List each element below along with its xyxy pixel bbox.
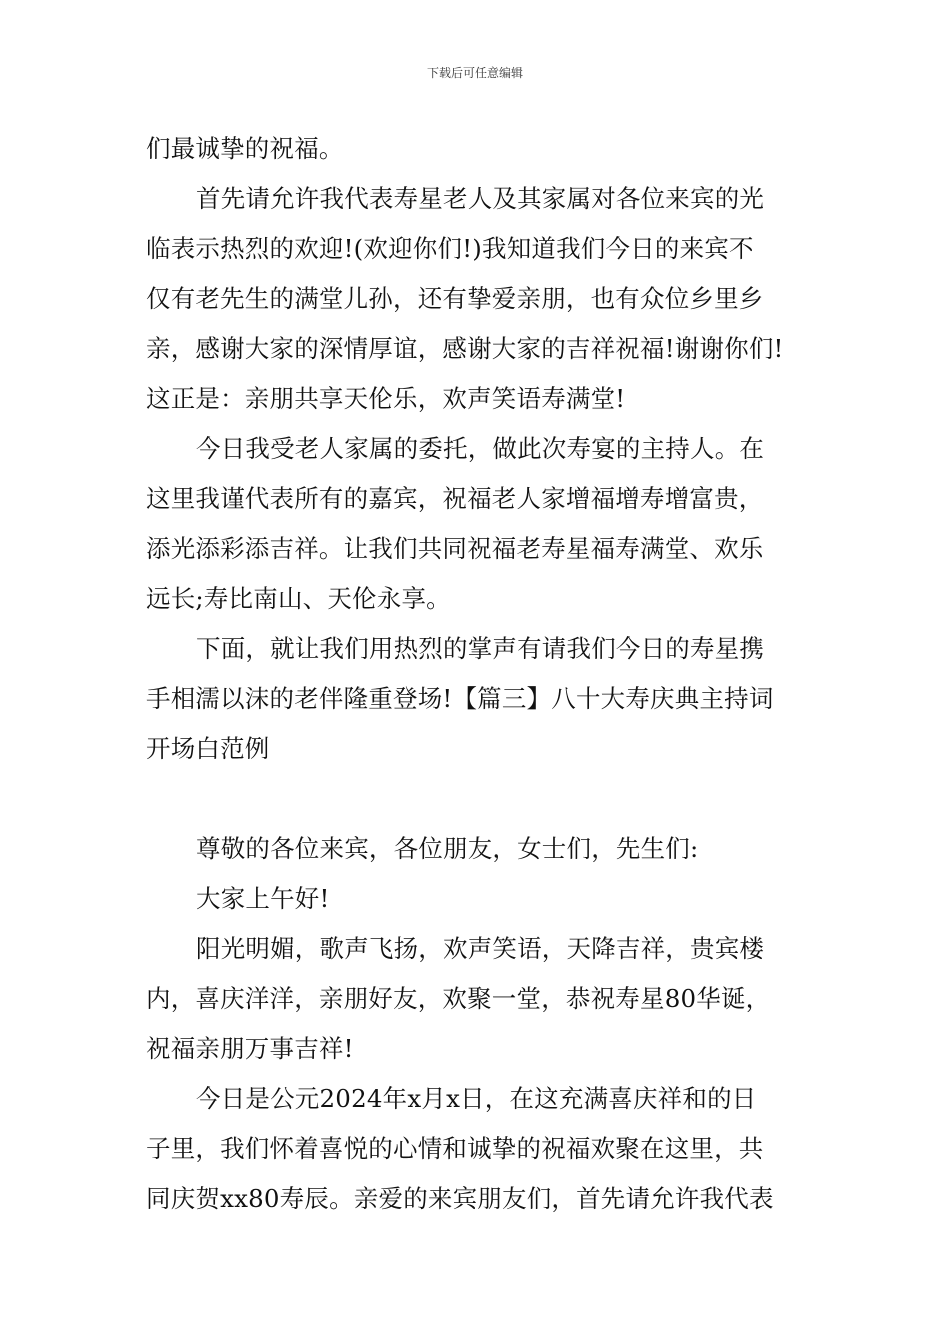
text-line: 亲，感谢大家的深情厚谊，感谢大家的吉祥祝福!谢谢你们! — [146, 334, 784, 363]
text-line: 下面，就让我们用热烈的掌声有请我们今日的寿星携 — [196, 634, 765, 663]
text-line: 同庆贺xx80寿辰。亲爱的来宾朋友们，首先请允许我代表 — [146, 1184, 774, 1213]
text-line: 今日我受老人家属的委托，做此次寿宴的主持人。在 — [196, 434, 765, 463]
text-line: 临表示热烈的欢迎!(欢迎你们!)我知道我们今日的来宾不 — [146, 234, 754, 263]
document-body — [146, 124, 834, 1224]
text-line: 们最诚挚的祝福。 — [146, 134, 344, 163]
text-line: 首先请允许我代表寿星老人及其家属对各位来宾的光 — [196, 184, 765, 213]
text-line: 添光添彩添吉祥。让我们共同祝福老寿星福寿满堂、欢乐 — [146, 534, 764, 563]
text-line: 大家上午好! — [196, 884, 330, 913]
text-line: 尊敬的各位来宾，各位朋友，女士们，先生们: — [196, 834, 699, 863]
text-line: 阳光明媚，歌声飞扬，欢声笑语，天降吉祥，贵宾楼 — [196, 934, 765, 963]
text-line: 远长;寿比南山、天伦永享。 — [146, 584, 451, 613]
text-line: 开场白范例 — [146, 734, 270, 763]
text-line: 手相濡以沫的老伴隆重登场!【篇三】八十大寿庆典主持词 — [146, 684, 774, 713]
paragraph-gap — [146, 774, 834, 824]
text-line: 这正是：亲朋共享天伦乐，欢声笑语寿满堂! — [146, 384, 626, 413]
page-header: 下载后可任意编辑 — [426, 66, 523, 80]
text-line: 今日是公元2024年x月x日，在这充满喜庆祥和的日 — [196, 1084, 757, 1113]
text-line: 这里我谨代表所有的嘉宾，祝福老人家增福增寿增富贵， — [146, 484, 764, 513]
text-line: 内，喜庆洋洋，亲朋好友，欢聚一堂，恭祝寿星80华诞， — [146, 984, 771, 1013]
text-line: 子里，我们怀着喜悦的心情和诚挚的祝福欢聚在这里，共 — [146, 1134, 764, 1163]
text-line: 祝福亲朋万事吉祥! — [146, 1034, 354, 1063]
text-line: 仅有老先生的满堂儿孙，还有挚爱亲朋，也有众位乡里乡 — [146, 284, 764, 313]
